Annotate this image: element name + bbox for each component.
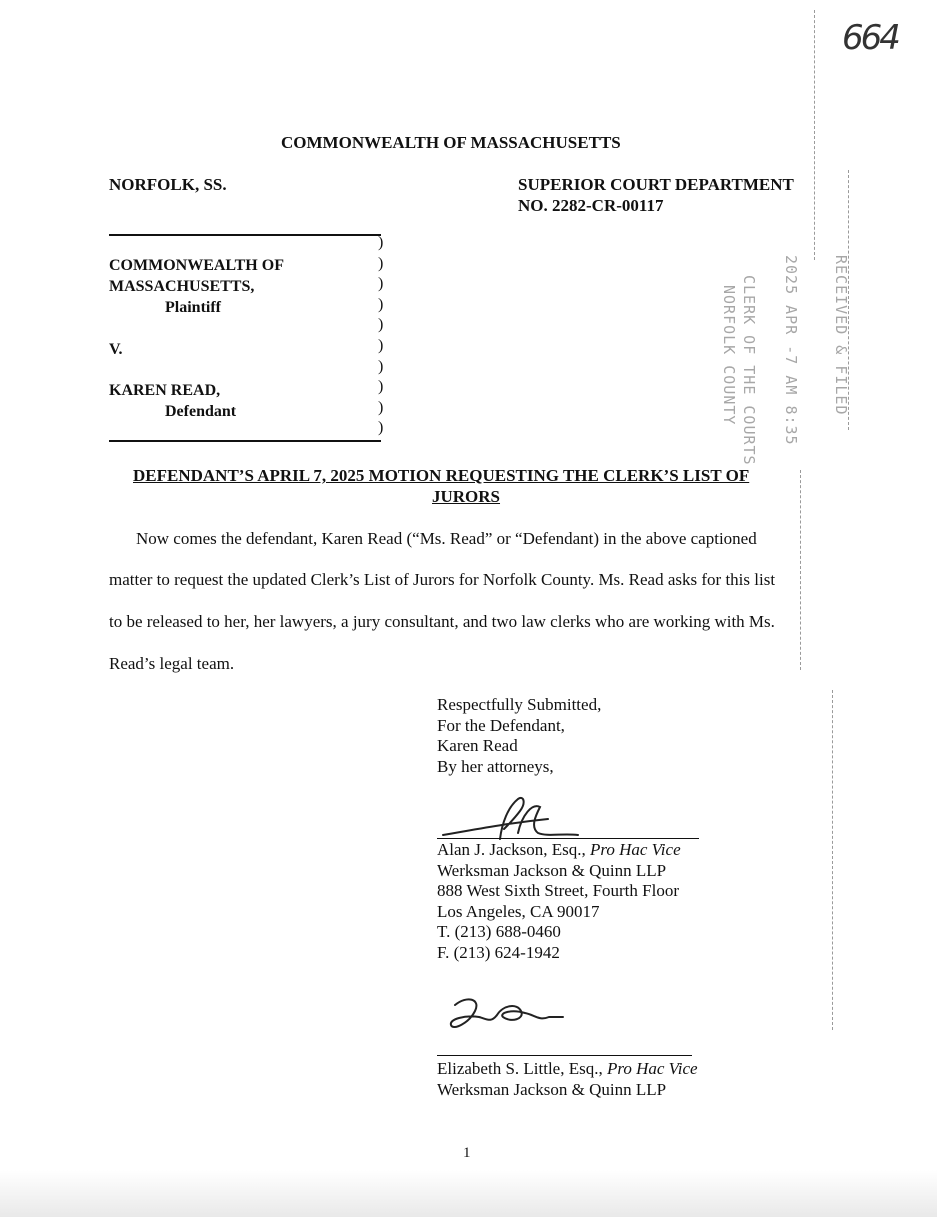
defendant-role: Defendant [165, 403, 237, 420]
defendant-name: KAREN READ, [109, 382, 221, 399]
body-paragraph-line: matter to request the updated Clerk’s List of Jurors for Norfolk County. Ms. Read asks for this list [109, 570, 776, 589]
closing-for-defendant: For the Defendant, [437, 715, 565, 735]
signature-line-jackson [437, 838, 699, 839]
attorney-jackson-phone: T. (213) 688-0460 [437, 922, 561, 942]
attorney-jackson-title: Pro Hac Vice [589, 840, 681, 859]
attorney-little-title: Pro Hac Vice [606, 1059, 698, 1078]
attorney-jackson-street: 888 West Sixth Street, Fourth Floor [437, 881, 679, 901]
closing-block [437, 695, 601, 777]
signature-jackson [438, 793, 608, 843]
attorney-jackson-city: Los Angeles, CA 90017 [437, 901, 600, 921]
stamp-line-received: RECEIVED & FILED [832, 255, 850, 416]
attorney-jackson-block [437, 840, 681, 964]
scan-artifact-line [814, 10, 815, 260]
versus-label: V. [109, 341, 123, 358]
plaintiff-name-line1: COMMONWEALTH OF [109, 257, 284, 274]
caption-top-rule [109, 234, 381, 236]
attorney-jackson-name: Alan J. Jackson, Esq., [437, 840, 590, 859]
caption-parentheses: ) ) ) ) ) ) ) ) ) ) [378, 234, 384, 437]
body-paragraph-line: to be released to her, her lawyers, a jury consultant, and two law clerks who are working with Ms. [109, 612, 775, 631]
docket-number: NO. 2282-CR-00117 [518, 196, 664, 215]
signature-little [445, 993, 570, 1038]
stamp-line-county: NORFOLK COUNTY [720, 285, 738, 426]
motion-title-line1: DEFENDANT’S APRIL 7, 2025 MOTION REQUESTING THE CLERK’S LIST OF [133, 466, 750, 485]
attorney-jackson-fax: F. (213) 624-1942 [437, 942, 560, 962]
page-number: 1 [463, 1145, 471, 1161]
attorney-little-name-line [437, 1059, 698, 1080]
stamp-line-clerk: CLERK OF THE COURTS [740, 275, 758, 466]
closing-by-attorneys: By her attorneys, [437, 756, 554, 776]
plaintiff-name-line2: MASSACHUSETTS, [109, 278, 255, 295]
filing-stamp [700, 255, 850, 466]
court-heading: COMMONWEALTH OF MASSACHUSETTS [281, 133, 621, 152]
body-paragraph-line: Read’s legal team. [109, 654, 235, 673]
attorney-jackson-name-line [437, 840, 681, 861]
closing-respectfully: Respectfully Submitted, [437, 695, 602, 714]
scan-artifact-line [848, 170, 849, 430]
handwritten-page-number: 664 [842, 18, 898, 58]
caption-bottom-rule [109, 440, 381, 442]
signature-line-little [437, 1055, 692, 1056]
county-label: NORFOLK, SS. [109, 175, 227, 194]
attorney-little-block [437, 1059, 698, 1100]
attorney-jackson-firm: Werksman Jackson & Quinn LLP [437, 860, 667, 880]
attorney-little-name: Elizabeth S. Little, Esq., [437, 1059, 607, 1078]
body-paragraph-line: Now comes the defendant, Karen Read (“Ms. Read” or “Defendant) in the above captioned [136, 529, 757, 548]
closing-client-name: Karen Read [437, 736, 518, 756]
attorney-little-firm: Werksman Jackson & Quinn LLP [437, 1079, 667, 1099]
scan-artifact-line [800, 470, 801, 670]
plaintiff-role: Plaintiff [165, 299, 221, 316]
motion-title-line2: JURORS [432, 487, 501, 506]
scan-artifact-line [832, 690, 833, 1030]
court-department: SUPERIOR COURT DEPARTMENT [518, 175, 794, 194]
stamp-line-date: 2025 APR -7 AM 8:35 [782, 255, 800, 446]
scan-bottom-edge [0, 1170, 937, 1217]
